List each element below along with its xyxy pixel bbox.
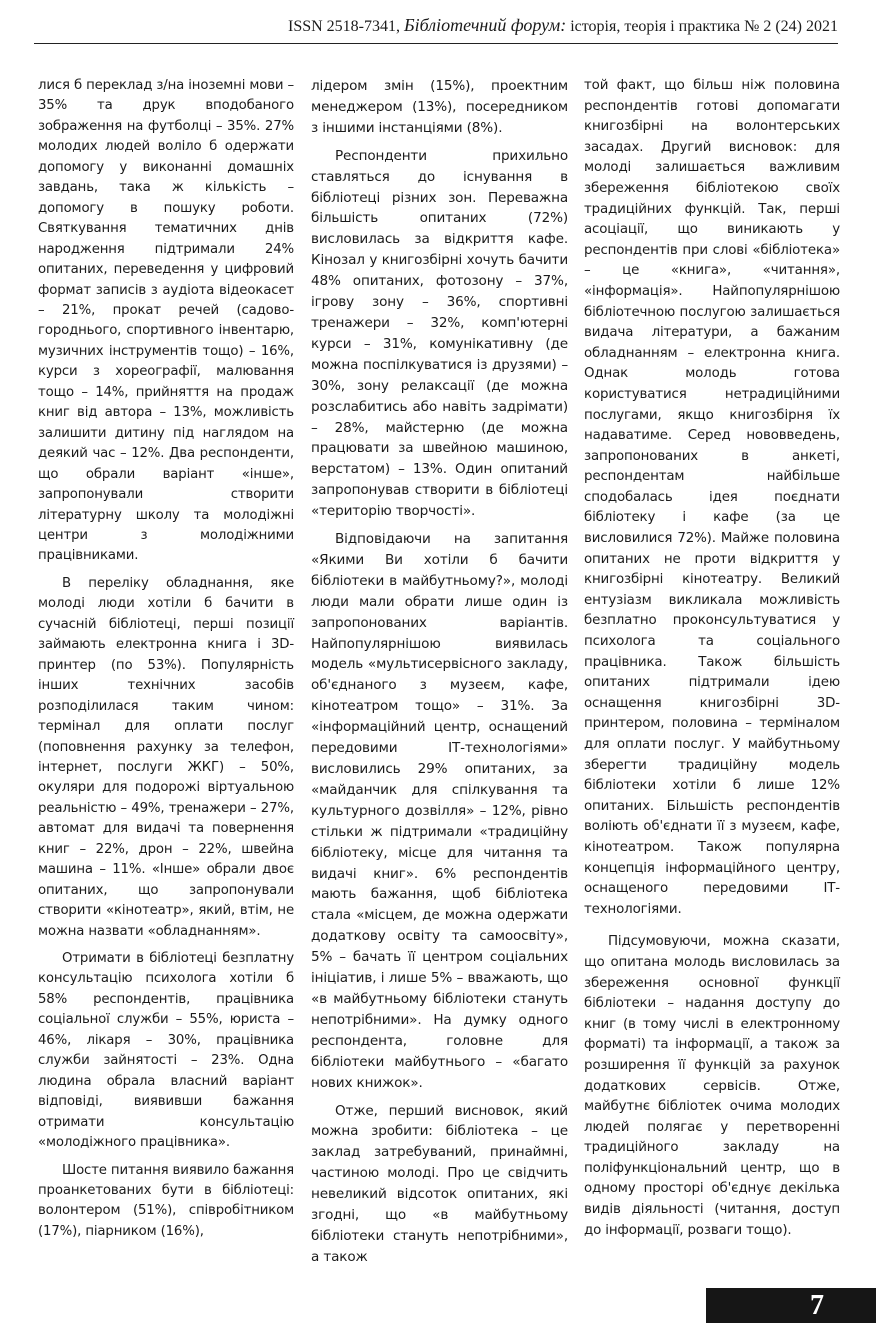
page-number: 7	[706, 1288, 876, 1323]
running-header	[34, 14, 838, 44]
paragraph: лися б переклад з/на іноземні мови – 35% та друк вподобаного зображення на футболці – 35%. 27% молодих людей воліло б одержати допомогу у виконанні домашніх завдань, така ж кількість – допомогу в пошуку роботи. Святкування тематичних днів народження підтримали 24% опитаних, переведення у цифровий формат записів з аудіота відеокасет – 21%, прокат речей (садово-городнього, спортивного інвентарю, музичних інструментів тощо) – 16%, курси з хореографії, малювання тощо – 14%, прийняття на продаж книг від автора – 13%, можливість залишити дитину під наглядом на деякий час – 12%. Два респонденти, що обрали варіант «інше», запропонували створити літературну школу та молодіжні центри з молодіжними працівниками.	[38, 78, 294, 564]
text-column-1	[38, 76, 294, 1249]
paragraph: Отже, перший висновок, який можна зробити: бібліотека – це заклад затребуваний, принаймні, частиною молоді. Про це свідчить невеликий відсоток опитаних, які згодні, що «в майбутньому бібліотеки стануть непотрібними», а також	[311, 1102, 568, 1265]
paragraph: Респонденти прихильно ставляться до існування в бібліотеці різних зон. Переважна більшість опитаних (72%) висловилась за відкриття кафе. Кінозал у книгозбірні хочуть бачити 48% опитаних, фотозону – 37%, ігрову зону – 36%, спортивні тренажери – 32%, комп'ютерні курси – 31%, комунікативну (де можна поспілкуватися із друзями) – 30%, зону релаксації (де можна розслабитись або навіть задрімати) – 28%, майстерню (де можна працювати за швейною машиною, верстатом) – 13%. Один опитаний запропонував створити в бібліотеці «територію творчості».	[311, 147, 568, 520]
text-column-3	[584, 76, 840, 1248]
paragraph: В переліку обладнання, яке молоді люди хотіли б бачити в сучасній бібліотеці, перші позиції займають електронна книга і 3D-принтер (по 53%). Популярність інших технічних засобів розподілилася таким чином: термінал для оплати послуг (поповнення рахунку за телефон, інтернет, послуги ЖКГ) – 50%, окуляри для подорожі віртуальною реальністю – 49%, тренажери – 27%, автомат для видачі та повернення книг – 22%, дрон – 22%, швейна машина – 11%. «Інше» обрали двоє опитаних, що запропонували створити «кінотеатр», який, втім, не можна назвати «обладнанням».	[38, 575, 294, 939]
journal-title: Бібліотечний форум:	[404, 15, 567, 35]
issn: ISSN 2518-7341,	[288, 18, 401, 35]
paragraph: Отримати в бібліотеці безплатну консультацію психолога хотіли б 58% респондентів, працівника соціальної служби – 55%, юриста – 46%, лікаря – 30%, працівника служби зайнятості – 23%. Одна людина обрала власний варіант відповіді, виявивши бажання отримати консультацію «молодіжного працівника».	[38, 951, 294, 1151]
paragraph: Шосте питання виявило бажання проанкетованих бути в бібліотеці: волонтером (51%), співробітником (17%), піарником (16%),	[38, 1162, 294, 1239]
issue-info: історія, теорія і практика № 2 (24) 2021	[570, 18, 838, 35]
text-column-2	[311, 76, 568, 1275]
paragraph: Відповідаючи на запитання «Якими Ви хотіли б бачити бібліотеки в майбутньому?», молоді люди мали обрати лише один із запропонованих варіантів. Найпопулярнішою виявилась модель «мультисервісного закладу, об'єднаного з музеєм, кафе, кінотеатром тощо» – 31%. За «інформаційний центр, оснащений передовими ІТ-технологіями» висловились 29% опитаних, за «майданчик для спілкування та культурного дозвілля» – 12%, рівно стільки ж підтримали «традиційну бібліотеку, місце для читання та видачі книг». 6% респондентів мають бажання, щоб бібліотека стала «місцем, де можна одержати додаткову освіту та самоосвіту», 5% – бачать її центром соціальних ініціатив, і лише 5% – вважають, що «в майбутньому бібліотеки стануть непотрібними». На думку одного респондента, головне для бібліотеки майбутнього – «багато нових книжок».	[311, 531, 568, 1091]
paragraph: лідером змін (15%), проектним менеджером (13%), посередником з іншими інстанціями (8%).	[311, 78, 568, 136]
paragraph: той факт, що більш ніж половина респондентів готові допомагати книгозбірні на волонтерських засадах. Другий висновок: для молоді залишається важливим збереження бібліотекою своїх традиційних функцій. Так, перші асоціації, що виникають у респондентів при слові «бібліотека» – це «книга», «читання», «інформація». Найпопулярнішою бібліотечною послугою залишається видача літератури, а бажаним обладнанням – електронна книга. Однак молодь готова користуватися нетрадиційними послугами, якщо книгозбірня їх надаватиме. Серед нововведень, запропонованих в анкеті, респондентам найбільше сподобалась ідея поєднати бібліотеку і кафе (за це висловилися 72%). Майже половина опитаних не проти відкриття у книгозбірні кінотеатру. Великий ентузіазм викликала можливість безплатно проконсультуватися у психолога та соціального працівника. Також більшість опитаних підтримали ідею оснащення книгозбірні 3D-принтером, половина – терміналом для оплати послуг. У майбутньому зберегти традиційну модель бібліотеки хотіли б лише 12% опитаних. Більшість респондентів воліють об'єднати її з музеєм, кафе, кінотеатром. Також популярна концепція інформаційного центру, оснащеного передовими ІТ-технологіями.	[584, 78, 840, 917]
paragraph: Підсумовуючи, можна сказати, що опитана молодь висловилась за збереження основної функції бібліотеки – надання доступу до книг (в тому числі в електронному форматі) та інформації, а також за розширення її функцій за рахунок додаткових сервісів. Отже, майбутнє бібліотек очима молодих людей полягає у перетворенні традиційного закладу на поліфункціональний центр, що в одному просторі об'єднує декілька видів діяльності (читання, доступ до інформації, розваги тощо).	[584, 934, 840, 1238]
